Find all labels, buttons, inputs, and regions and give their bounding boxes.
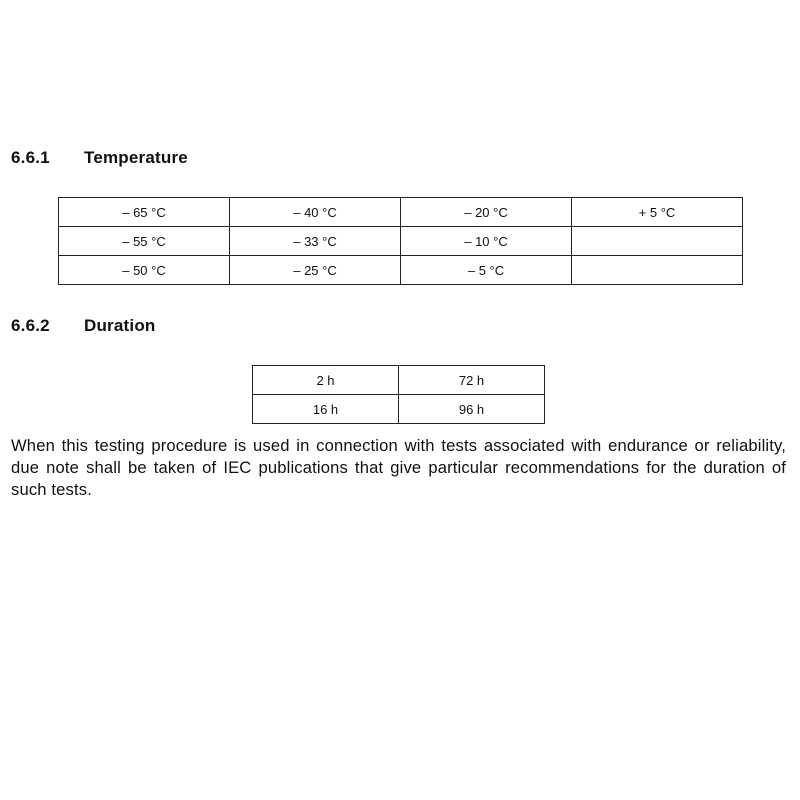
table-cell: 72 h <box>399 366 545 395</box>
table-cell: – 10 °C <box>401 227 572 256</box>
table-cell: + 5 °C <box>572 198 743 227</box>
table-row <box>59 198 743 227</box>
table-cell: – 55 °C <box>59 227 230 256</box>
table-cell: – 25 °C <box>230 256 401 285</box>
section-heading-temperature <box>11 148 188 168</box>
table-cell <box>572 256 743 285</box>
section-number: 6.6.2 <box>11 316 50 335</box>
table-cell: – 5 °C <box>401 256 572 285</box>
table-cell: – 40 °C <box>230 198 401 227</box>
table-cell: – 65 °C <box>59 198 230 227</box>
table-row <box>59 227 743 256</box>
table-row <box>253 366 545 395</box>
table-row <box>59 256 743 285</box>
section-title: Duration <box>84 316 156 335</box>
temperature-table <box>58 197 743 285</box>
duration-table <box>252 365 545 424</box>
table-cell: 2 h <box>253 366 399 395</box>
section-heading-duration <box>11 316 155 336</box>
table-row <box>253 395 545 424</box>
table-cell: – 20 °C <box>401 198 572 227</box>
section-title: Temperature <box>84 148 188 167</box>
section-number: 6.6.1 <box>11 148 50 167</box>
table-cell: 96 h <box>399 395 545 424</box>
duration-note-paragraph: When this testing procedure is used in connection with tests associated with endurance or reliability, due note shall be taken of IEC publications that give particular recommendations for the duration of such tests. <box>11 436 786 499</box>
table-cell <box>572 227 743 256</box>
table-cell: 16 h <box>253 395 399 424</box>
table-cell: – 50 °C <box>59 256 230 285</box>
table-cell: – 33 °C <box>230 227 401 256</box>
